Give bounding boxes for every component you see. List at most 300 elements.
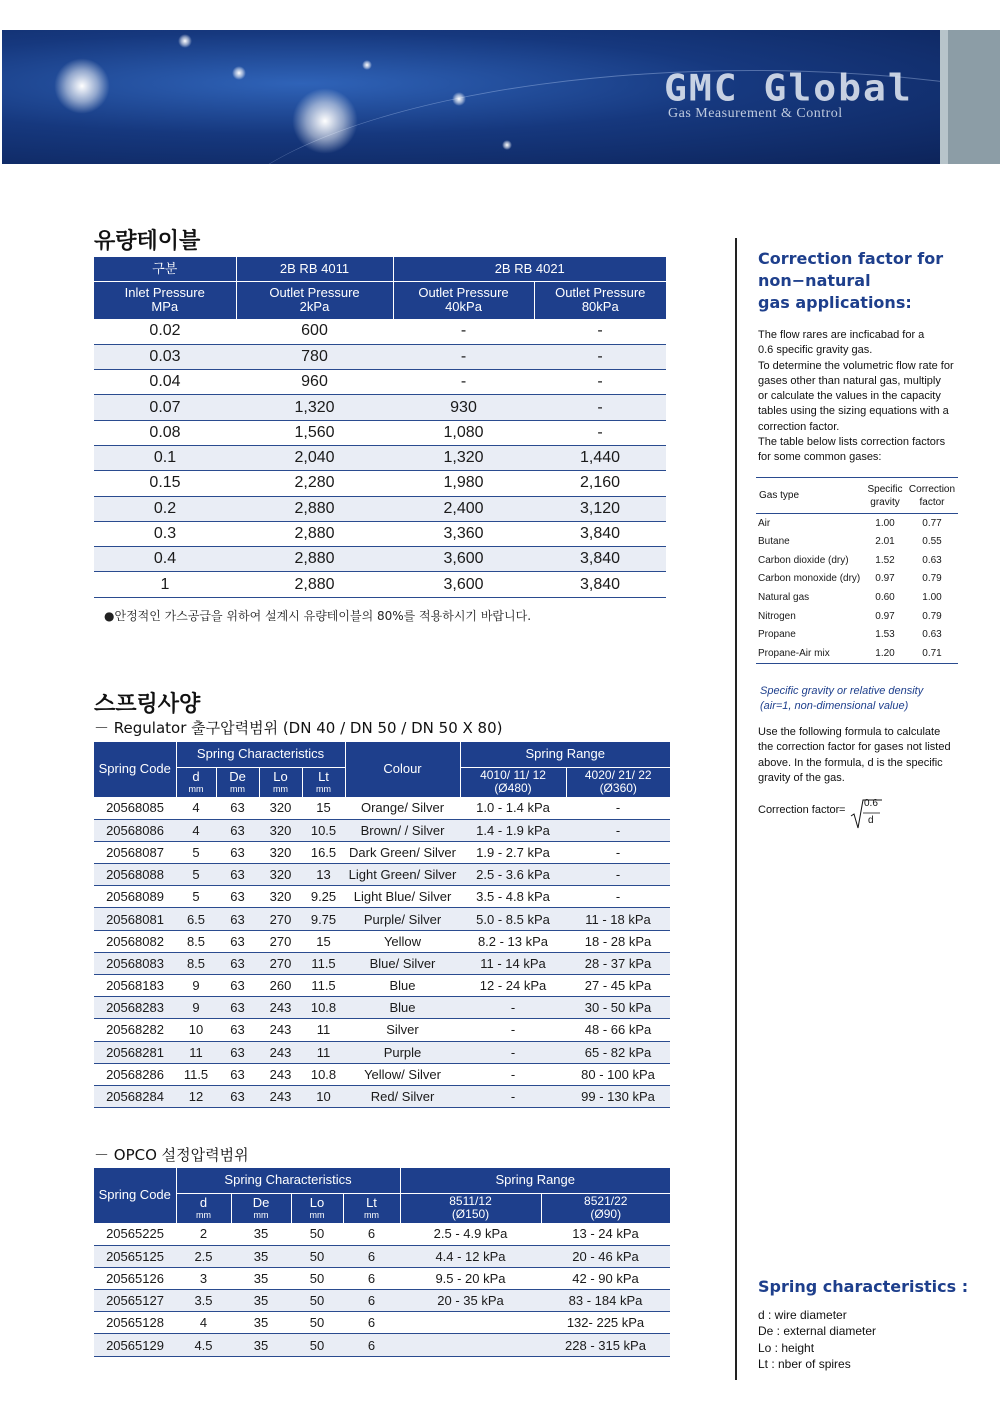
table-cell: Air: [758, 517, 771, 529]
flow-table-row: [94, 344, 666, 369]
col-d-header: d mm: [176, 1193, 231, 1223]
table-cell: 11.5: [302, 952, 345, 974]
table-cell: 5: [176, 864, 216, 886]
table-cell: -: [534, 370, 666, 395]
table-cell: Carbon monoxide (dry): [758, 573, 861, 585]
table-cell: 35: [231, 1290, 291, 1312]
table-cell: 0.97: [875, 573, 895, 585]
table-cell: 3,600: [393, 572, 534, 597]
spring-characteristics-header: Spring Characteristics: [176, 1168, 400, 1193]
table-cell: 1.20: [875, 647, 895, 659]
table-cell: -: [460, 997, 566, 1019]
table-cell: 9.75: [302, 908, 345, 930]
regulator-table-row: [94, 864, 670, 886]
table-cell: 63: [216, 975, 259, 997]
table-cell: 63: [216, 864, 259, 886]
table-cell: 50: [291, 1245, 343, 1267]
table-cell: 65 - 82 kPa: [566, 1041, 670, 1063]
table-cell: 1,080: [393, 420, 534, 445]
table-cell: 1,980: [393, 471, 534, 496]
regulator-table-row: [94, 886, 670, 908]
table-cell: 11: [302, 1019, 345, 1041]
flow-table-row: [94, 471, 666, 496]
table-cell: 50: [291, 1267, 343, 1289]
correction-intro-text: The flow rares are incficabad for a 0.6 specific gravity gas. To determine the volumetric flow rate for gases other than natural gas, multiply or calculate the values in the capacity tables using the sizing equations with a correction factor. The table below lists correction factors for some common gases:: [758, 329, 954, 464]
flow-header-inlet: Inlet Pressure MPa: [94, 281, 236, 319]
table-cell: Red/ Silver: [345, 1085, 460, 1107]
flow-table: [94, 257, 666, 598]
table-cell: 10: [302, 1085, 345, 1107]
flow-table-row: [94, 395, 666, 420]
flow-table-row: [94, 370, 666, 395]
formula-denominator: d: [868, 815, 874, 826]
table-cell: Light Blue/ Silver: [345, 886, 460, 908]
table-cell: 10: [176, 1019, 216, 1041]
table-cell: 270: [259, 930, 302, 952]
gas-table-row: [756, 570, 958, 589]
table-cell: Propane-Air mix: [758, 647, 830, 659]
col-d-header: d mm: [176, 767, 216, 797]
opco-table-row: [94, 1334, 670, 1356]
definition-item: Lt : nber of spires: [758, 1356, 851, 1371]
table-cell: Yellow: [345, 930, 460, 952]
col-de-header: De mm: [231, 1193, 291, 1223]
table-cell: 8.2 - 13 kPa: [460, 930, 566, 952]
table-cell: 11: [176, 1041, 216, 1063]
table-cell: 20565129: [94, 1334, 176, 1356]
regulator-subtitle: － Regulator 출구압력범위 (DN 40 / DN 50 / DN 50 X 80): [94, 719, 503, 737]
table-cell: -: [534, 395, 666, 420]
opco-table-row: [94, 1290, 670, 1312]
table-cell: 780: [236, 344, 393, 369]
sparkle-decoration: [292, 88, 358, 154]
table-cell: 5: [176, 841, 216, 863]
table-cell: 3.5 - 4.8 kPa: [460, 886, 566, 908]
regulator-table-row: [94, 908, 670, 930]
regulator-table-row: [94, 930, 670, 952]
table-cell: 3,600: [393, 547, 534, 572]
flow-table-title: 유량테이블: [94, 229, 201, 254]
table-cell: 1,320: [393, 445, 534, 470]
table-cell: 20568083: [94, 952, 176, 974]
flow-table-row: [94, 496, 666, 521]
regulator-table-row: [94, 997, 670, 1019]
regulator-table-row: [94, 975, 670, 997]
table-cell: 6: [343, 1267, 400, 1289]
table-cell: 270: [259, 952, 302, 974]
range-col-header: 8521/22 (Ø90): [541, 1193, 670, 1223]
table-cell: 0.1: [94, 445, 236, 470]
table-cell: -: [534, 344, 666, 369]
table-cell: 35: [231, 1245, 291, 1267]
table-cell: 1: [94, 572, 236, 597]
table-cell: 63: [216, 1063, 259, 1085]
table-cell: 20568088: [94, 864, 176, 886]
table-cell: 11.5: [176, 1063, 216, 1085]
table-cell: 11.5: [302, 975, 345, 997]
table-cell: -: [393, 370, 534, 395]
table-cell: 13: [302, 864, 345, 886]
table-cell: -: [393, 344, 534, 369]
table-cell: 15: [302, 797, 345, 819]
table-cell: Orange/ Silver: [345, 797, 460, 819]
table-cell: -: [566, 886, 670, 908]
table-cell: 99 - 130 kPa: [566, 1085, 670, 1107]
gas-table-row: [756, 514, 958, 533]
table-cell: 2,880: [236, 547, 393, 572]
table-cell: 2,880: [236, 496, 393, 521]
regulator-table-row: [94, 952, 670, 974]
regulator-table-row: [94, 797, 670, 819]
table-cell: 5: [176, 886, 216, 908]
table-cell: 0.79: [922, 610, 942, 622]
table-cell: 132- 225 kPa: [541, 1312, 670, 1334]
table-cell: 4: [176, 797, 216, 819]
company-logo: GMC Global: [664, 67, 913, 109]
table-cell: 8.5: [176, 930, 216, 952]
table-cell: 228 - 315 kPa: [541, 1334, 670, 1356]
col-lt-header: Lt mm: [343, 1193, 400, 1223]
table-cell: 5.0 - 8.5 kPa: [460, 908, 566, 930]
table-cell: -: [566, 841, 670, 863]
flow-header-outlet: Outlet Pressure 2kPa: [236, 281, 393, 319]
gas-table-row: [756, 588, 958, 607]
table-cell: 2,880: [236, 572, 393, 597]
sparkle-decoration: [232, 66, 246, 80]
table-cell: 4.5: [176, 1334, 231, 1356]
table-cell: 270: [259, 908, 302, 930]
regulator-table-row: [94, 841, 670, 863]
spring-range-header: Spring Range: [400, 1168, 670, 1193]
table-cell: 6: [343, 1223, 400, 1245]
table-cell: 0.71: [922, 647, 942, 659]
table-cell: 6.5: [176, 908, 216, 930]
flow-table-row: [94, 572, 666, 597]
table-cell: 1,440: [534, 445, 666, 470]
table-cell: 243: [259, 1041, 302, 1063]
table-cell: -: [566, 797, 670, 819]
regulator-table-row: [94, 819, 670, 841]
table-cell: 63: [216, 1019, 259, 1041]
table-cell: 8.5: [176, 952, 216, 974]
table-cell: 20568281: [94, 1041, 176, 1063]
gas-correction-table: [756, 477, 958, 664]
table-cell: 2.5: [176, 1245, 231, 1267]
table-cell: 9.5 - 20 kPa: [400, 1267, 541, 1289]
definition-item: Lo : height: [758, 1340, 815, 1355]
table-cell: 243: [259, 997, 302, 1019]
table-cell: 35: [231, 1223, 291, 1245]
opco-table-row: [94, 1223, 670, 1245]
regulator-spring-table: [94, 742, 670, 1108]
correction-factor-header: Correction factor: [906, 478, 958, 514]
table-cell: 50: [291, 1223, 343, 1245]
table-cell: 11: [302, 1041, 345, 1063]
table-cell: 6: [343, 1245, 400, 1267]
table-cell: Carbon dioxide (dry): [758, 554, 849, 566]
table-cell: 2.01: [875, 536, 895, 548]
spring-range-header: Spring Range: [460, 742, 670, 767]
column-divider: [735, 238, 737, 1380]
opco-table-row: [94, 1312, 670, 1334]
correction-factor-title: Correction factor for non−natural gas applications:: [758, 249, 944, 312]
table-cell: 320: [259, 819, 302, 841]
gas-table-row: [756, 551, 958, 570]
gas-table-row: [756, 607, 958, 626]
table-cell: 20565127: [94, 1290, 176, 1312]
table-cell: 3,120: [534, 496, 666, 521]
table-cell: 10.5: [302, 819, 345, 841]
table-cell: 12 - 24 kPa: [460, 975, 566, 997]
table-cell: 4.4 - 12 kPa: [400, 1245, 541, 1267]
gravity-note: Specific gravity or relative density (air=1, non-dimensional value): [760, 685, 924, 712]
table-cell: 50: [291, 1334, 343, 1356]
formula-equals: =: [839, 804, 846, 816]
table-cell: Purple/ Silver: [345, 908, 460, 930]
table-cell: 320: [259, 841, 302, 863]
table-cell: 63: [216, 997, 259, 1019]
flow-table-row: [94, 547, 666, 572]
spring-code-header: Spring Code: [94, 742, 176, 797]
sparkle-decoration: [452, 92, 466, 106]
table-cell: 63: [216, 819, 259, 841]
table-cell: Silver: [345, 1019, 460, 1041]
table-cell: Propane: [758, 629, 796, 641]
table-cell: Natural gas: [758, 592, 810, 604]
col-lo-header: Lo mm: [291, 1193, 343, 1223]
table-cell: Blue: [345, 975, 460, 997]
table-cell: 20568085: [94, 797, 176, 819]
table-cell: 2.5 - 3.6 kPa: [460, 864, 566, 886]
table-cell: -: [534, 319, 666, 344]
table-cell: 4: [176, 819, 216, 841]
table-cell: 0.4: [94, 547, 236, 572]
formula-intro-text: Use the following formula to calculate the correction factor for gases not listed above. In the formula, d is the specific gravity of the gas.: [758, 726, 951, 784]
table-cell: 0.15: [94, 471, 236, 496]
table-cell: 9: [176, 975, 216, 997]
table-cell: 10.8: [302, 997, 345, 1019]
table-cell: 2,280: [236, 471, 393, 496]
table-cell: 20568282: [94, 1019, 176, 1041]
table-cell: 20568089: [94, 886, 176, 908]
colour-header: Colour: [345, 742, 460, 797]
table-cell: 0.02: [94, 319, 236, 344]
regulator-table-row: [94, 1041, 670, 1063]
table-cell: 16.5: [302, 841, 345, 863]
table-cell: 11 - 14 kPa: [460, 952, 566, 974]
table-cell: 20565126: [94, 1267, 176, 1289]
flow-header-model: 2B RB 4021: [393, 257, 666, 281]
regulator-table-row: [94, 1063, 670, 1085]
sparkle-decoration: [178, 34, 192, 48]
table-cell: 3: [176, 1267, 231, 1289]
table-cell: 1.9 - 2.7 kPa: [460, 841, 566, 863]
table-cell: 0.55: [922, 536, 942, 548]
banner-stripe: [948, 30, 1000, 164]
table-cell: 1,320: [236, 395, 393, 420]
range-col-header: 4020/ 21/ 22 (Ø360): [566, 767, 670, 797]
table-cell: 320: [259, 886, 302, 908]
table-cell: 2,160: [534, 471, 666, 496]
definition-item: d : wire diameter: [758, 1308, 847, 1322]
table-cell: 20568082: [94, 930, 176, 952]
table-cell: 6: [343, 1312, 400, 1334]
table-cell: 20565225: [94, 1223, 176, 1245]
table-cell: Dark Green/ Silver: [345, 841, 460, 863]
table-cell: 3,840: [534, 521, 666, 546]
table-cell: 9: [176, 997, 216, 1019]
flow-table-row: [94, 445, 666, 470]
table-cell: 83 - 184 kPa: [541, 1290, 670, 1312]
gas-table-row: [756, 532, 958, 551]
gas-table-row: [756, 644, 958, 663]
table-cell: 28 - 37 kPa: [566, 952, 670, 974]
table-cell: 30 - 50 kPa: [566, 997, 670, 1019]
table-cell: 0.60: [875, 592, 895, 604]
table-cell: 4: [176, 1312, 231, 1334]
table-cell: 11 - 18 kPa: [566, 908, 670, 930]
table-cell: 0.08: [94, 420, 236, 445]
table-cell: 20568183: [94, 975, 176, 997]
formula-numerator: 0.6: [864, 798, 878, 809]
table-cell: 35: [231, 1312, 291, 1334]
table-cell: 0.63: [922, 554, 942, 566]
table-cell: 13 - 24 kPa: [541, 1223, 670, 1245]
opco-subtitle: － OPCO 설정압력범위: [94, 1146, 249, 1164]
table-cell: -: [393, 319, 534, 344]
table-cell: [400, 1334, 541, 1356]
opco-table-row: [94, 1267, 670, 1289]
flow-table-row: [94, 319, 666, 344]
table-cell: 3,360: [393, 521, 534, 546]
table-cell: 2: [176, 1223, 231, 1245]
gas-type-header: Gas type: [756, 478, 864, 514]
table-cell: 0.77: [922, 517, 942, 529]
table-cell: 15: [302, 930, 345, 952]
flow-header-category: 구분: [94, 257, 236, 281]
table-cell: 20565128: [94, 1312, 176, 1334]
regulator-table-row: [94, 1019, 670, 1041]
company-tagline: Gas Measurement & Control: [668, 106, 843, 121]
table-cell: Yellow/ Silver: [345, 1063, 460, 1085]
sparkle-decoration: [362, 60, 372, 70]
banner-stripe: [940, 30, 948, 164]
table-cell: 0.03: [94, 344, 236, 369]
table-cell: 50: [291, 1290, 343, 1312]
table-cell: 1.0 - 1.4 kPa: [460, 797, 566, 819]
table-cell: 3,840: [534, 572, 666, 597]
regulator-table-row: [94, 1085, 670, 1107]
table-cell: 1.53: [875, 629, 895, 641]
table-cell: 6: [343, 1334, 400, 1356]
table-cell: 960: [236, 370, 393, 395]
table-cell: -: [460, 1019, 566, 1041]
table-cell: Nitrogen: [758, 610, 796, 622]
table-cell: 243: [259, 1019, 302, 1041]
table-cell: 35: [231, 1267, 291, 1289]
table-cell: 1.52: [875, 554, 895, 566]
table-cell: 20568283: [94, 997, 176, 1019]
specific-gravity-header: Specific gravity: [864, 478, 906, 514]
table-cell: 0.04: [94, 370, 236, 395]
table-cell: 2,040: [236, 445, 393, 470]
table-cell: 63: [216, 930, 259, 952]
flow-table-note: ●안정적인 가스공급을 위하여 설계시 유량테이블의 80%를 적용하시기 바랍니다.: [104, 609, 532, 623]
table-cell: 9.25: [302, 886, 345, 908]
table-cell: 0.79: [922, 573, 942, 585]
table-cell: 0.07: [94, 395, 236, 420]
table-cell: 320: [259, 797, 302, 819]
range-col-header: 4010/ 11/ 12 (Ø480): [460, 767, 566, 797]
table-cell: 1.4 - 1.9 kPa: [460, 819, 566, 841]
table-cell: -: [460, 1063, 566, 1085]
sparkle-decoration: [502, 140, 512, 150]
table-cell: 0.63: [922, 629, 942, 641]
table-cell: 20568086: [94, 819, 176, 841]
definition-item: De : external diameter: [758, 1324, 877, 1339]
table-cell: 20568087: [94, 841, 176, 863]
table-cell: [400, 1312, 541, 1334]
table-cell: Brown/ / Silver: [345, 819, 460, 841]
flow-header-outlet: Outlet Pressure 80kPa: [534, 281, 666, 319]
table-cell: 1,560: [236, 420, 393, 445]
table-cell: 63: [216, 952, 259, 974]
table-cell: Purple: [345, 1041, 460, 1063]
spring-section-title: 스프링사양: [94, 692, 201, 717]
gas-table-row: [756, 626, 958, 645]
table-cell: 63: [216, 1041, 259, 1063]
table-cell: -: [566, 819, 670, 841]
table-cell: 260: [259, 975, 302, 997]
col-de-header: De mm: [216, 767, 259, 797]
flow-table-row: [94, 420, 666, 445]
table-cell: 63: [216, 908, 259, 930]
table-cell: -: [566, 864, 670, 886]
table-cell: 0.97: [875, 610, 895, 622]
table-cell: -: [460, 1041, 566, 1063]
range-col-header: 8511/12 (Ø150): [400, 1193, 541, 1223]
table-cell: 42 - 90 kPa: [541, 1267, 670, 1289]
table-cell: Blue: [345, 997, 460, 1019]
table-cell: 18 - 28 kPa: [566, 930, 670, 952]
table-cell: 35: [231, 1334, 291, 1356]
table-cell: 63: [216, 841, 259, 863]
table-cell: 930: [393, 395, 534, 420]
formula-label: Correction factor: [758, 804, 840, 816]
opco-table-row: [94, 1245, 670, 1267]
table-cell: 20565125: [94, 1245, 176, 1267]
spring-characteristics-header: Spring Characteristics: [176, 742, 345, 767]
table-cell: 12: [176, 1085, 216, 1107]
table-cell: 20568081: [94, 908, 176, 930]
table-cell: 20568286: [94, 1063, 176, 1085]
table-cell: 27 - 45 kPa: [566, 975, 670, 997]
opco-spring-table: [94, 1168, 670, 1357]
table-cell: 20 - 35 kPa: [400, 1290, 541, 1312]
table-cell: 63: [216, 797, 259, 819]
table-cell: Butane: [758, 536, 790, 548]
spring-definitions: [758, 1307, 876, 1372]
table-cell: 6: [343, 1290, 400, 1312]
table-cell: 243: [259, 1063, 302, 1085]
table-cell: Blue/ Silver: [345, 952, 460, 974]
table-cell: 2,400: [393, 496, 534, 521]
table-cell: -: [534, 420, 666, 445]
flow-header-outlet: Outlet Pressure 40kPa: [393, 281, 534, 319]
table-cell: 600: [236, 319, 393, 344]
table-cell: -: [460, 1085, 566, 1107]
table-cell: 2.5 - 4.9 kPa: [400, 1223, 541, 1245]
